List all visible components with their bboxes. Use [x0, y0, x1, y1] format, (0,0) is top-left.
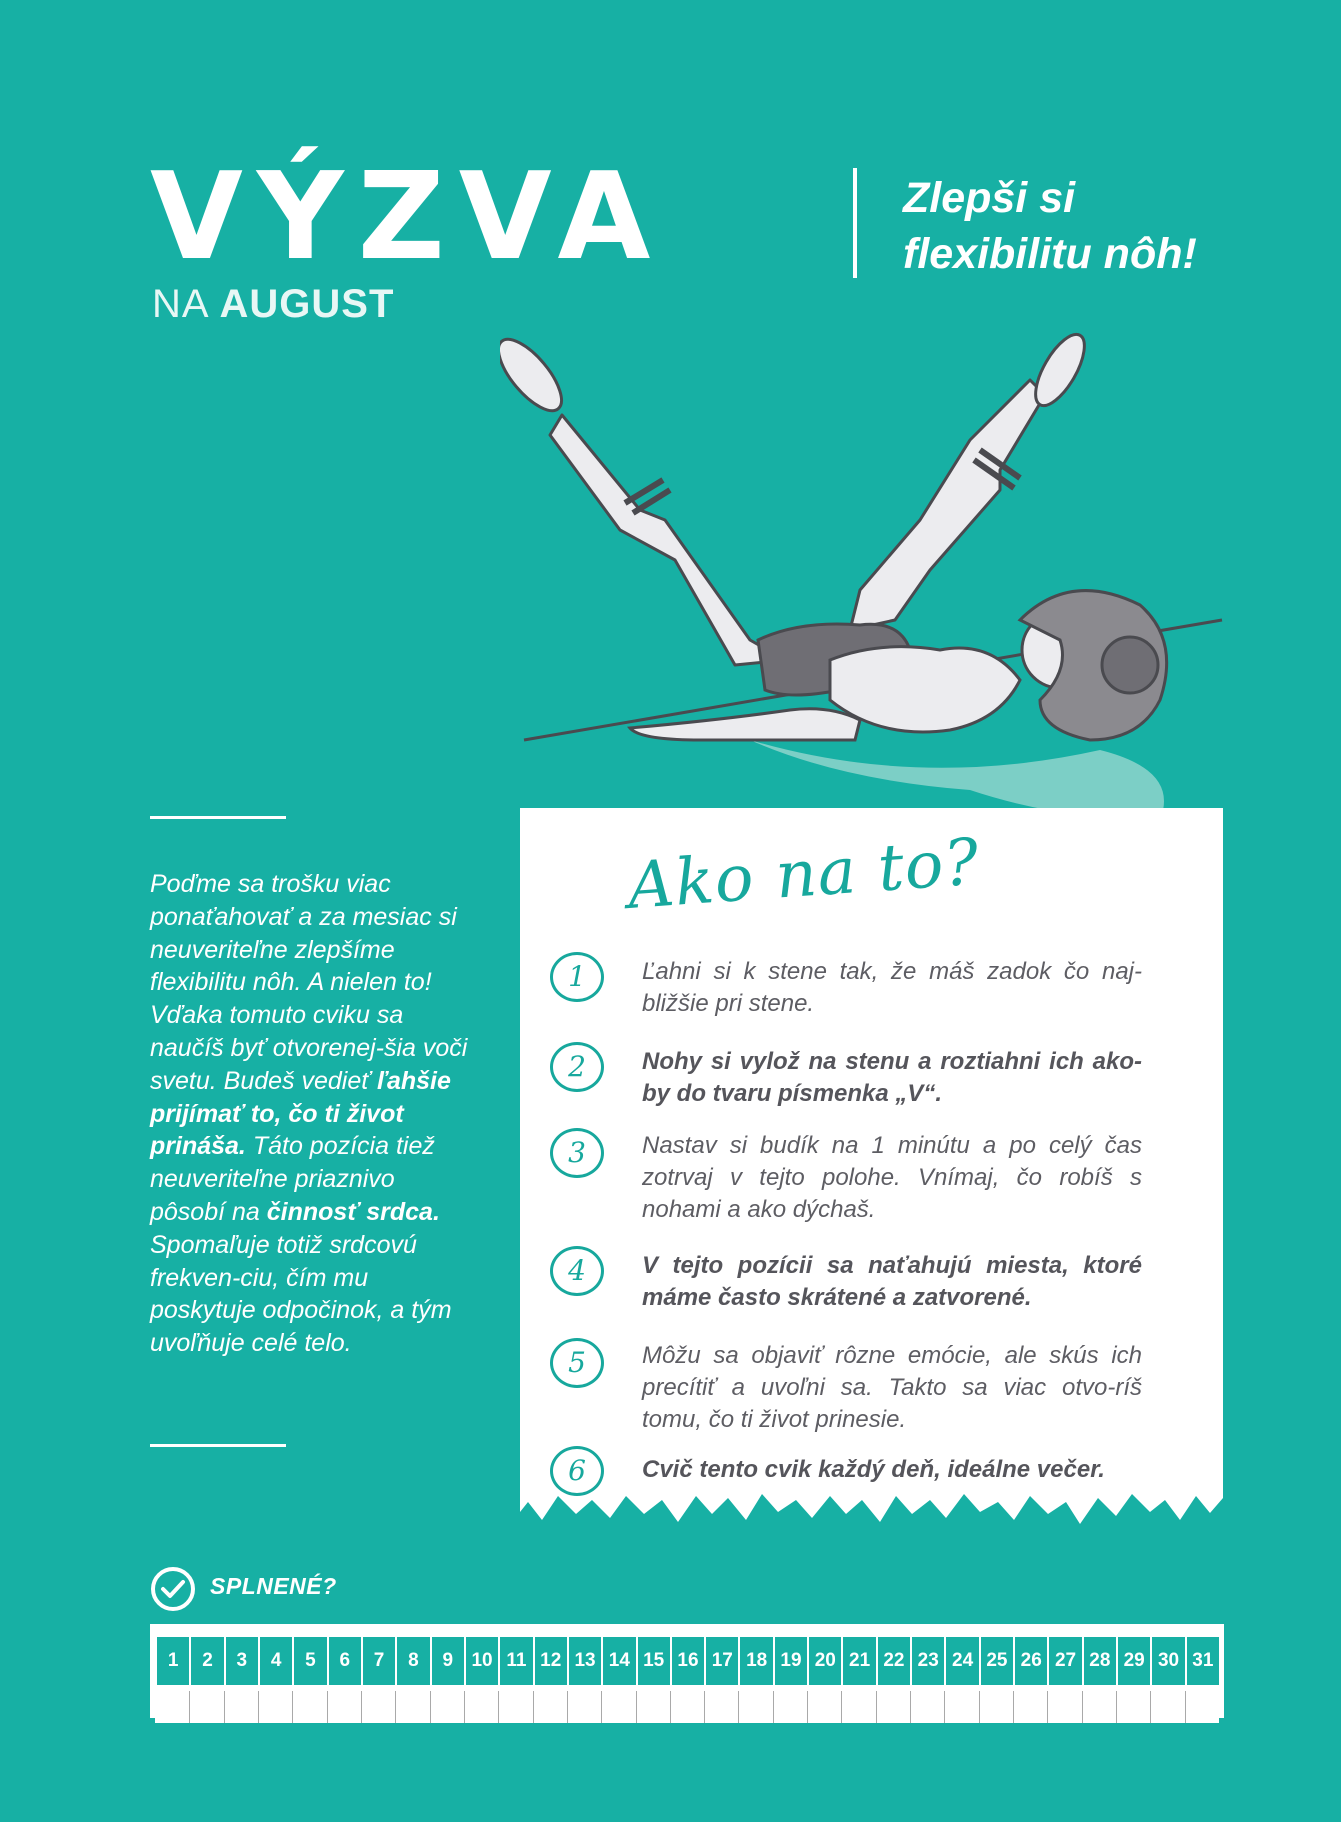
day-number-8: 8	[395, 1637, 429, 1685]
intro-bottom-rule	[150, 1444, 286, 1447]
step-1-text: Ľahni si k stene tak, že máš zadok čo naj-bližšie pri stene.	[642, 958, 1142, 1017]
day-number-26: 26	[1013, 1637, 1047, 1685]
day-number-30: 30	[1150, 1637, 1184, 1685]
step-2-text: Nohy si vylož na stenu a roztiahni ich ako-by do tvaru písmenka „V“.	[642, 1048, 1142, 1107]
day-checkbox-3[interactable]	[224, 1691, 258, 1723]
day-number-11: 11	[498, 1637, 532, 1685]
day-checkbox-8[interactable]	[395, 1691, 429, 1723]
day-number-2: 2	[189, 1637, 223, 1685]
arm	[630, 709, 860, 740]
day-checkbox-30[interactable]	[1150, 1691, 1184, 1723]
day-number-14: 14	[601, 1637, 635, 1685]
intro-text-3: Spomaľuje totiž srdcovú frekven-ciu, čím mu poskytuje odpočinok, a tým uvoľňuje celé telo.	[150, 1230, 452, 1358]
step-4-number: 4	[550, 1246, 604, 1296]
day-number-24: 24	[944, 1637, 978, 1685]
intro-top-rule	[150, 816, 286, 819]
page-title: VÝZVA	[150, 148, 665, 287]
day-number-27: 27	[1047, 1637, 1081, 1685]
day-checkbox-13[interactable]	[567, 1691, 601, 1723]
day-number-19: 19	[773, 1637, 807, 1685]
day-number-22: 22	[876, 1637, 910, 1685]
day-number-28: 28	[1082, 1637, 1116, 1685]
intro-text-1: Poďme sa trošku viac ponaťahovať a za mesiac si neuveriteľne zlepšíme flexibilitu nôh. A nielen to! Vďaka tomuto cviku sa naučíš byť otvorenej-šia voči svetu. Budeš vedieť	[150, 870, 468, 1095]
day-checkbox-7[interactable]	[361, 1691, 395, 1723]
day-number-3: 3	[224, 1637, 258, 1685]
step-6-number: 6	[550, 1446, 604, 1496]
day-checkbox-19[interactable]	[773, 1691, 807, 1723]
day-checkbox-31[interactable]	[1185, 1691, 1219, 1723]
step-4-text: V tejto pozícii sa naťahujú miesta, ktoré máme často skrátené a zatvorené.	[642, 1252, 1142, 1311]
day-number-4: 4	[258, 1637, 292, 1685]
step-1-number: 1	[550, 952, 604, 1002]
day-number-15: 15	[636, 1637, 670, 1685]
day-checkbox-10[interactable]	[464, 1691, 498, 1723]
day-checkbox-9[interactable]	[430, 1691, 464, 1723]
day-number-12: 12	[533, 1637, 567, 1685]
day-checkbox-1[interactable]	[155, 1691, 189, 1723]
day-checkbox-11[interactable]	[498, 1691, 532, 1723]
step-3-text: Nastav si budík na 1 minútu a po celý čas zotrvaj v tejto polohe. Vnímaj, čo robíš s nohami a ako dýchaš.	[642, 1132, 1142, 1223]
day-number-25: 25	[979, 1637, 1013, 1685]
step-3-number: 3	[550, 1128, 604, 1178]
day-checkbox-24[interactable]	[944, 1691, 978, 1723]
day-checkbox-21[interactable]	[841, 1691, 875, 1723]
step-6-text: Cvič tento cvik každý deň, ideálne večer.	[642, 1456, 1105, 1483]
day-number-1: 1	[155, 1637, 189, 1685]
day-number-13: 13	[567, 1637, 601, 1685]
day-checkbox-4[interactable]	[258, 1691, 292, 1723]
day-checkbox-23[interactable]	[910, 1691, 944, 1723]
day-checkbox-25[interactable]	[979, 1691, 1013, 1723]
day-checkbox-17[interactable]	[704, 1691, 738, 1723]
tagline-line-1: Zlepši si	[903, 174, 1076, 222]
day-number-17: 17	[704, 1637, 738, 1685]
day-checkbox-12[interactable]	[533, 1691, 567, 1723]
left-foot	[500, 330, 572, 421]
day-checkbox-18[interactable]	[738, 1691, 772, 1723]
day-number-23: 23	[910, 1637, 944, 1685]
right-leg	[850, 380, 1045, 630]
day-checkbox-22[interactable]	[876, 1691, 910, 1723]
day-number-10: 10	[464, 1637, 498, 1685]
month-name: AUGUST	[219, 282, 395, 326]
intro-text-2: Táto pozícia tiež neuveriteľne priaznivo pôsobí na	[150, 1132, 435, 1226]
day-number-29: 29	[1116, 1637, 1150, 1685]
day-number-7: 7	[361, 1637, 395, 1685]
day-checkbox-14[interactable]	[601, 1691, 635, 1723]
hair-bun	[1102, 637, 1158, 693]
day-checkbox-27[interactable]	[1047, 1691, 1081, 1723]
day-checkbox-6[interactable]	[327, 1691, 361, 1723]
tagline-line-2: flexibilitu nôh!	[903, 230, 1197, 278]
card-heading: Ako na to?	[625, 825, 982, 924]
day-tracker	[150, 1624, 1224, 1718]
right-foot	[1026, 327, 1094, 412]
day-checkbox-26[interactable]	[1013, 1691, 1047, 1723]
day-checkbox-2[interactable]	[189, 1691, 223, 1723]
day-checkbox-28[interactable]	[1082, 1691, 1116, 1723]
woman-legs-up-wall-illustration	[500, 320, 1260, 840]
completed-label: SPLNENÉ?	[210, 1573, 337, 1599]
check-circle-icon	[150, 1566, 196, 1612]
left-leg	[550, 415, 785, 665]
step-5-text: Môžu sa objaviť rôzne emócie, ale skús ich precítiť a uvoľni sa. Takto sa viac otvo-ríš tomu, čo ti život prinesie.	[642, 1342, 1142, 1433]
day-number-31: 31	[1185, 1637, 1219, 1685]
day-number-20: 20	[807, 1637, 841, 1685]
day-number-18: 18	[738, 1637, 772, 1685]
day-number-5: 5	[292, 1637, 326, 1685]
day-checkbox-16[interactable]	[670, 1691, 704, 1723]
intro-paragraph	[150, 868, 470, 1360]
month-prefix: NA	[152, 282, 208, 326]
header-divider	[853, 168, 857, 278]
day-checkbox-20[interactable]	[807, 1691, 841, 1723]
intro-highlight-2: činnosť srdca.	[266, 1197, 440, 1226]
tagline	[903, 170, 1303, 282]
day-number-21: 21	[841, 1637, 875, 1685]
day-number-16: 16	[670, 1637, 704, 1685]
step-2-number: 2	[550, 1042, 604, 1092]
day-checkbox-29[interactable]	[1116, 1691, 1150, 1723]
step-5-number: 5	[550, 1338, 604, 1388]
day-checkbox-5[interactable]	[292, 1691, 326, 1723]
day-number-9: 9	[430, 1637, 464, 1685]
month-subtitle	[152, 282, 394, 327]
day-number-6: 6	[327, 1637, 361, 1685]
intro-highlight-1: ľahšie prijímať to, čo ti život prináša.	[150, 1066, 451, 1161]
day-checkbox-15[interactable]	[636, 1691, 670, 1723]
